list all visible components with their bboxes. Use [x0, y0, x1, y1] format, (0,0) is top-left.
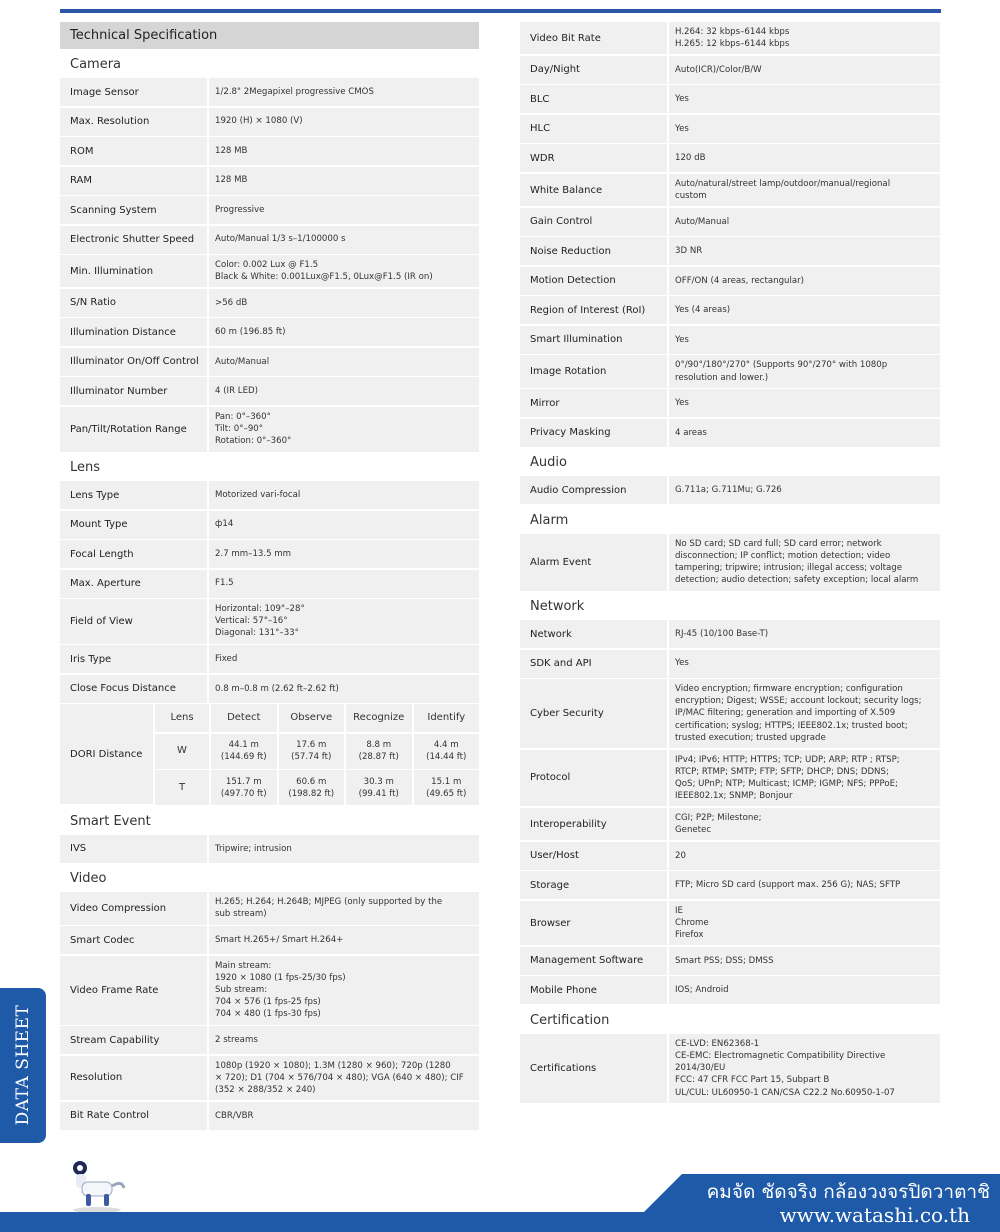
spec-value: Main stream: 1920 × 1080 (1 fps-25/30 fps) Sub stream: 704 × 576 (1 fps-25 fps) 704 × 480 (1 fps-30 fps) [209, 956, 479, 1025]
spec-row [60, 348, 479, 376]
spec-value: CBR/VBR [209, 1102, 479, 1130]
spec-label: Network [520, 620, 667, 648]
dori-header: Identify [414, 704, 480, 732]
spec-value: Fixed [209, 645, 479, 673]
spec-value: FTP; Micro SD card (support max. 256 G); NAS; SFTP [669, 871, 940, 899]
spec-value: Auto/Manual [669, 208, 940, 236]
spec-label: Cyber Security [520, 679, 667, 748]
spec-value: 1080p (1920 × 1080); 1.3M (1280 × 960); 720p (1280 × 720); D1 (704 × 576/704 × 480); VGA (640 × 480); CIF (352 × 288/352 × 240) [209, 1056, 479, 1101]
dori-table [60, 704, 479, 805]
spec-label: Motion Detection [520, 267, 667, 295]
spec-row [60, 511, 479, 539]
section-heading: Audio [530, 455, 567, 471]
spec-row [520, 476, 940, 504]
dori-cell: 17.6 m (57.74 ft) [279, 734, 345, 769]
spec-value: 3D NR [669, 237, 940, 265]
spec-label: Interoperability [520, 808, 667, 840]
spec-value: Yes [669, 650, 940, 678]
spec-value: Tripwire; intrusion [209, 835, 479, 863]
section-heading: Video [70, 871, 107, 887]
spec-label: Field of View [60, 599, 207, 644]
section-heading: Network [530, 599, 585, 615]
spec-row [520, 237, 940, 265]
spec-row [520, 871, 940, 899]
spec-value: >56 dB [209, 289, 479, 317]
spec-label: Pan/Tilt/Rotation Range [60, 407, 207, 452]
spec-label: IVS [60, 835, 207, 863]
section-heading: Lens [70, 460, 101, 476]
spec-value: Auto/Manual [209, 348, 479, 376]
spec-label: Scanning System [60, 196, 207, 224]
dori-cell: 30.3 m (99.41 ft) [346, 770, 412, 805]
spec-row [520, 679, 940, 748]
spec-label: Management Software [520, 947, 667, 975]
spec-value: IE Chrome Firefox [669, 901, 940, 946]
spec-value: Progressive [209, 196, 479, 224]
spec-label: Min. Illumination [60, 255, 207, 287]
spec-row [520, 842, 940, 870]
section-heading: Certification [530, 1012, 610, 1028]
section-heading: Alarm [530, 512, 569, 528]
spec-value: 128 MB [209, 167, 479, 195]
spec-row [60, 289, 479, 317]
spec-row [60, 1102, 479, 1130]
spec-label: Video Bit Rate [520, 22, 667, 54]
spec-row [60, 377, 479, 405]
spec-value: G.711a; G.711Mu; G.726 [669, 476, 940, 504]
spec-label: Video Frame Rate [60, 956, 207, 1025]
top-accent-bar [60, 9, 941, 13]
spec-row [520, 296, 940, 324]
spec-value: Horizontal: 109°–28° Vertical: 57°–16° Diagonal: 131°–33° [209, 599, 479, 644]
data-sheet-tab [0, 988, 46, 1143]
spec-label: Max. Resolution [60, 108, 207, 136]
spec-row [60, 137, 479, 165]
spec-row [520, 620, 940, 648]
spec-row [60, 1056, 479, 1101]
spec-row [520, 389, 940, 417]
spec-label: Mount Type [60, 511, 207, 539]
spec-row [60, 196, 479, 224]
dori-header: Recognize [346, 704, 412, 732]
spec-row [60, 645, 479, 673]
spec-value: Smart H.265+/ Smart H.264+ [209, 926, 479, 954]
spec-label: Max. Aperture [60, 570, 207, 598]
spec-label: Bit Rate Control [60, 1102, 207, 1130]
spec-row [60, 318, 479, 346]
spec-label: Gain Control [520, 208, 667, 236]
spec-label: Smart Illumination [520, 326, 667, 354]
spec-value: Yes [669, 389, 940, 417]
spec-row [60, 78, 479, 106]
spec-value: 1/2.8" 2Megapixel progressive CMOS [209, 78, 479, 106]
spec-label: Mirror [520, 389, 667, 417]
dori-cell: 15.1 m (49.65 ft) [414, 770, 480, 805]
spec-label: Browser [520, 901, 667, 946]
left-column [60, 22, 479, 1131]
spec-row [520, 355, 940, 387]
dori-cell: 151.7 m (497.70 ft) [211, 770, 277, 805]
spec-value: 20 [669, 842, 940, 870]
spec-value: CE-LVD: EN62368-1 CE-EMC: Electromagnetic Compatibility Directive 2014/30/EU FCC: 47 CFR FCC Part 15, Subpart B UL/CUL: UL60950-1 CAN/CSA C22.2 No.60950-1-07 [669, 1034, 940, 1103]
dori-header: Observe [279, 704, 345, 732]
spec-label: Smart Codec [60, 926, 207, 954]
spec-label: Image Sensor [60, 78, 207, 106]
spec-value: ф14 [209, 511, 479, 539]
spec-value: 1920 (H) × 1080 (V) [209, 108, 479, 136]
dori-cell: 8.8 m (28.87 ft) [346, 734, 412, 769]
spec-row [520, 419, 940, 447]
spec-value: 2.7 mm–13.5 mm [209, 540, 479, 568]
spec-label: Audio Compression [520, 476, 667, 504]
spec-value: Auto(ICR)/Color/B/W [669, 56, 940, 84]
spec-row [520, 1034, 940, 1103]
spec-label: Day/Night [520, 56, 667, 84]
spec-row [520, 115, 940, 143]
spec-label: ROM [60, 137, 207, 165]
spec-label: SDK and API [520, 650, 667, 678]
spec-label: Region of Interest (RoI) [520, 296, 667, 324]
spec-row [60, 255, 479, 287]
spec-row [60, 481, 479, 509]
spec-row [520, 650, 940, 678]
spec-label: WDR [520, 144, 667, 172]
spec-value: Auto/natural/street lamp/outdoor/manual/regional custom [669, 174, 940, 206]
spec-label: User/Host [520, 842, 667, 870]
spec-value: 60 m (196.85 ft) [209, 318, 479, 346]
spec-value: Pan: 0°–360° Tilt: 0°–90° Rotation: 0°–360° [209, 407, 479, 452]
spec-label: Iris Type [60, 645, 207, 673]
spec-value: 0°/90°/180°/270° (Supports 90°/270° with 1080p resolution and lower.) [669, 355, 940, 387]
spec-label: Close Focus Distance [60, 675, 207, 703]
spec-label: White Balance [520, 174, 667, 206]
spec-label: DORI Distance [60, 704, 153, 804]
spec-row [60, 226, 479, 254]
spec-row [60, 167, 479, 195]
spec-row [520, 174, 940, 206]
page-title: Technical Specification [60, 22, 479, 49]
spec-value: F1.5 [209, 570, 479, 598]
dori-cell: 44.1 m (144.69 ft) [211, 734, 277, 769]
spec-row [60, 407, 479, 452]
section-heading: Camera [70, 57, 122, 72]
spec-label: Illumination Distance [60, 318, 207, 346]
spec-value: Yes [669, 326, 940, 354]
spec-row [520, 901, 940, 946]
spec-row [60, 892, 479, 924]
spec-label: Image Rotation [520, 355, 667, 387]
spec-value: H.264: 32 kbps–6144 kbps H.265: 12 kbps–6144 kbps [669, 22, 940, 54]
spec-value: Color: 0.002 Lux @ F1.5 Black & White: 0.001Lux@F1.5, 0Lux@F1.5 (IR on) [209, 255, 479, 287]
spec-label: BLC [520, 85, 667, 113]
spec-row [520, 947, 940, 975]
spec-row [60, 1026, 479, 1054]
spec-row [60, 599, 479, 644]
spec-value: 2 streams [209, 1026, 479, 1054]
dori-cell: 4.4 m (14.44 ft) [414, 734, 480, 769]
dori-header: Detect [211, 704, 277, 732]
dori-lens: T [155, 770, 209, 805]
spec-label: Privacy Masking [520, 419, 667, 447]
spec-label: Certifications [520, 1034, 667, 1103]
spec-label: Protocol [520, 750, 667, 807]
spec-row [520, 144, 940, 172]
spec-row [520, 534, 940, 591]
dori-lens: W [155, 734, 209, 769]
robot-dog-mascot-icon [64, 1158, 130, 1214]
spec-value: 4 (IR LED) [209, 377, 479, 405]
section-heading: Smart Event [70, 813, 151, 829]
spec-label: Resolution [60, 1056, 207, 1101]
spec-label: Noise Reduction [520, 237, 667, 265]
spec-value: 0.8 m–0.8 m (2.62 ft–2.62 ft) [209, 675, 479, 703]
spec-row [60, 540, 479, 568]
spec-row [60, 835, 479, 863]
spec-value: 4 areas [669, 419, 940, 447]
spec-row [60, 675, 479, 703]
spec-value: RJ-45 (10/100 Base-T) [669, 620, 940, 648]
dori-cell: 60.6 m (198.82 ft) [279, 770, 345, 805]
spec-value: CGI; P2P; Milestone; Genetec [669, 808, 940, 840]
spec-row [520, 750, 940, 807]
spec-row [520, 808, 940, 840]
spec-row [520, 326, 940, 354]
spec-label: Video Compression [60, 892, 207, 924]
spec-value: IOS; Android [669, 976, 940, 1004]
spec-value: Yes (4 areas) [669, 296, 940, 324]
spec-label: RAM [60, 167, 207, 195]
spec-value: 128 MB [209, 137, 479, 165]
footer-tagline: คมจัด ชัดจริง กล้องวงจรปิดวาตาชิ [706, 1181, 990, 1203]
spec-label: S/N Ratio [60, 289, 207, 317]
footer-url[interactable]: www.watashi.co.th [779, 1203, 970, 1227]
spec-value: Smart PSS; DSS; DMSS [669, 947, 940, 975]
spec-row [60, 570, 479, 598]
spec-label: Storage [520, 871, 667, 899]
spec-label: Lens Type [60, 481, 207, 509]
spec-label: Illuminator On/Off Control [60, 348, 207, 376]
spec-value: Yes [669, 115, 940, 143]
spec-label: Illuminator Number [60, 377, 207, 405]
spec-row [60, 956, 479, 1025]
spec-value: H.265; H.264; H.264B; MJPEG (only supported by the sub stream) [209, 892, 479, 924]
spec-row [520, 267, 940, 295]
spec-label: Electronic Shutter Speed [60, 226, 207, 254]
right-column [520, 22, 940, 1104]
spec-value: 120 dB [669, 144, 940, 172]
spec-label: Alarm Event [520, 534, 667, 591]
spec-row [520, 22, 940, 54]
spec-value: Motorized vari-focal [209, 481, 479, 509]
spec-row [520, 85, 940, 113]
dori-header: Lens [155, 704, 209, 732]
spec-value: Auto/Manual 1/3 s–1/100000 s [209, 226, 479, 254]
spec-row [520, 208, 940, 236]
spec-label: Focal Length [60, 540, 207, 568]
spec-value: IPv4; IPv6; HTTP; HTTPS; TCP; UDP; ARP; RTP ; RTSP; RTCP; RTMP; SMTP; FTP; SFTP; DHCP; DNS; DDNS; QoS; UPnP; NTP; Multicast; ICMP; IGMP; NFS; PPPoE; IEEE802.1x; SNMP; Bonjour [669, 750, 940, 807]
spec-value: Video encryption; firmware encryption; configuration encryption; Digest; WSSE; account lockout; security logs; IP/MAC filtering; generation and importing of X.509 certification; syslog; HTTPS; IEEE802.1x; trusted boot; trusted execution; trusted upgrade [669, 679, 940, 748]
spec-value: Yes [669, 85, 940, 113]
spec-value: OFF/ON (4 areas, rectangular) [669, 267, 940, 295]
spec-row [520, 56, 940, 84]
spec-value: No SD card; SD card full; SD card error; network disconnection; IP conflict; motion detection; video tampering; tripwire; intrusion; illegal access; voltage detection; audio detection; safety exception; local alarm [669, 534, 940, 591]
spec-label: Mobile Phone [520, 976, 667, 1004]
spec-label: HLC [520, 115, 667, 143]
data-sheet-label: DATA SHEET [13, 1004, 33, 1126]
spec-label: Stream Capability [60, 1026, 207, 1054]
spec-row [520, 976, 940, 1004]
spec-row [60, 108, 479, 136]
spec-row [60, 926, 479, 954]
